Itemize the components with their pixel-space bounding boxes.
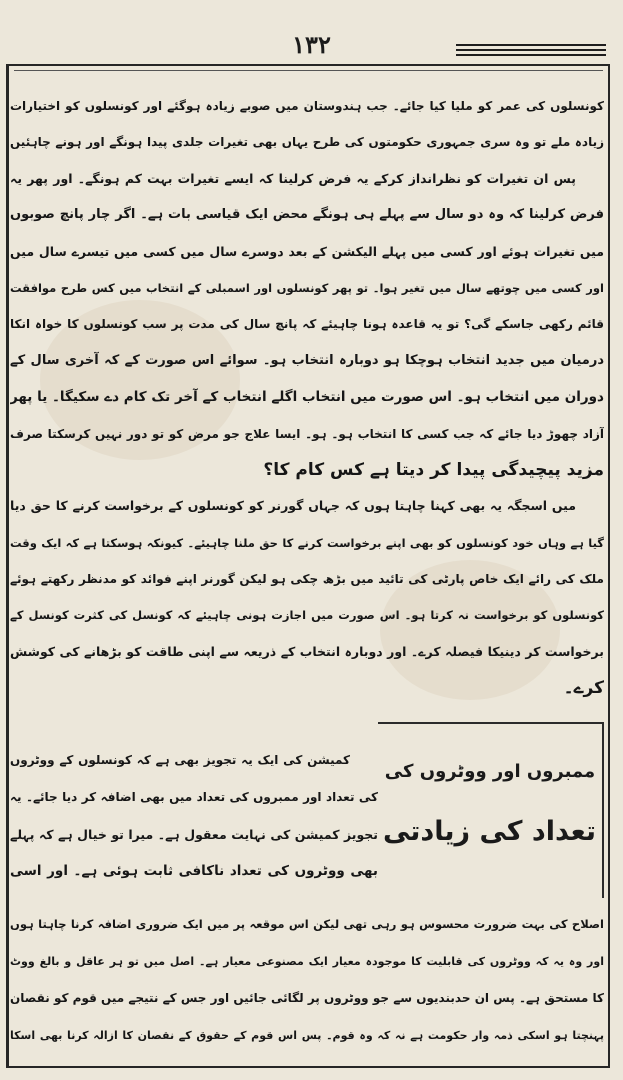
section-heading-box xyxy=(378,722,604,898)
text-line: کا مستحق ہے۔ پس ان حدبندیوں سے جو ووٹروں پر لگائی جائیں اور جس کے نتیجے میں قوم کو نقصان xyxy=(10,991,604,1005)
heading-line: تعداد کی زیادتی xyxy=(382,816,596,847)
text-line: کونسلوں کی عمر کو ملیا کیا جائے۔ جب ہندوستان میں صوبے زیادہ ہوگئے اور کونسلوں کو اختیارات xyxy=(10,99,604,113)
frame-rule xyxy=(14,70,603,71)
text-line: بھی ووٹروں کی تعداد ناکافی ثابت ہوئی ہے۔ اور اسی xyxy=(10,863,378,879)
body-text-top xyxy=(10,88,604,707)
text-line: کمیشن کی ایک یہ تجویز بھی ہے کہ کونسلوں کے ووٹروں xyxy=(10,753,350,767)
text-line: کرے۔ xyxy=(563,678,604,699)
text-line: اور وہ یہ کہ ووٹروں کی قابلیت کا موجودہ معیار ایک مصنوعی معیار ہے۔ اصل میں تو ہر عاقل و بالغ ووٹ xyxy=(10,955,604,968)
text-line: قائم رکھی جاسکے گی؟ تو یہ قاعدہ ہونا چاہیئے کہ پانچ سال کی مدت پر سب کونسلوں کا خواہ انکا xyxy=(10,317,604,332)
body-text-bottom xyxy=(10,906,604,1054)
text-line: مزید پیچیدگی پیدا کر دیتا ہے کس کام کا؟ xyxy=(263,459,604,480)
text-line: میں تغیرات ہوئے اور کسی میں پہلے الیکشن کے بعد دوسرے سال میں کسی میں تیسرے سال میں xyxy=(10,243,604,259)
section-heading xyxy=(384,742,596,862)
text-line: برخواست کر دینیکا فیصلہ کرے۔ اور دوبارہ انتخاب کے ذریعہ سے اپنی طاقت کو بڑھانے کی کوشش xyxy=(10,643,604,659)
heading-line: ممبروں اور ووٹروں کی xyxy=(384,761,596,782)
text-line: درمیان میں جدید انتخاب ہوچکا ہو دوبارہ انتخاب ہو۔ سوائے اس صورت کے کہ آخری سال کے xyxy=(10,352,604,368)
header-ornament xyxy=(456,44,606,62)
text-line: آزاد چھوڑ دیا جائے کہ جب کسی کا انتخاب ہو۔ ہو۔ ایسا علاج جو مرض کو تو دور نہیں کرسکتا صرف xyxy=(10,426,604,441)
page-number: ۱۳۲ xyxy=(292,30,331,59)
text-line: اور کسی میں چوتھے سال میں تغیر ہوا۔ تو پھر کونسلوں اور اسمبلی کے انتخاب میں کس طرح موافقت xyxy=(10,280,604,295)
text-line: پس ان تغیرات کو نظرانداز کرکے یہ فرض کرلینا کہ ایسے تغیرات بہت کم ہونگے۔ اور پھر یہ xyxy=(10,170,576,186)
text-line: فرض کرلینا کہ وہ دو سال سے پہلے ہی ہونگے محض ایک قیاسی بات ہے۔ اگر چار پانچ صوبوں xyxy=(10,207,604,223)
text-line: تجویز کمیشن کی نہایت معقول ہے۔ میرا تو خیال ہے کہ پہلے xyxy=(10,827,378,842)
text-line: کی تعداد اور ممبروں کی تعداد میں بھی اضافہ کر دیا جائے۔ یہ xyxy=(10,790,378,804)
text-line: میں اسجگہ یہ بھی کہنا چاہتا ہوں کہ جہاں گورنر کو کونسلوں کے برخواست کرنے کا حق دیا xyxy=(10,498,576,514)
page-header xyxy=(0,28,623,68)
text-line: ملک کی رائے ایک خاص پارٹی کی تائید میں بڑھ چکی ہو لیکن گورنر اپنے فوائد کو مدنظر رکھتے ہوئے xyxy=(10,572,604,587)
body-text-beside-heading xyxy=(10,742,378,890)
text-line: دوران میں انتخاب ہو۔ اس صورت میں انتخاب اگلے انتخاب کے آخر تک کام دے سکیگا۔ یا پھر xyxy=(10,389,604,406)
text-line: پہنچتا ہو اسکی ذمہ وار حکومت ہے نہ کہ وہ قوم۔ پس اس قوم کے حقوق کے نقصان کا ازالہ کرنا بھی اسکا xyxy=(10,1029,604,1042)
text-line: زیادہ ملے تو وہ سری جمہوری حکومتوں کی طرح یہاں بھی تغیرات جلدی پیدا ہونگے اور ہونے چاہئیں xyxy=(10,135,604,150)
text-line: کونسلوں کو برخواست نہ کرتا ہو۔ اس صورت میں اجازت ہونی چاہیئے کہ کونسل کی کثرت کونسل کے xyxy=(10,608,604,623)
text-line: اصلاح کی بہت ضرورت محسوس ہو رہی تھی لیکن اس موقعہ پر میں ایک ضروری اضافہ کرنا چاہتا ہوں xyxy=(10,917,604,931)
text-line: گیا ہے وہاں خود کونسلوں کو بھی اپنے برخواست کرنے کا حق ملنا چاہیئے۔ کیونکہ ہوسکتا ہے کہ ایک وقت xyxy=(10,535,604,550)
